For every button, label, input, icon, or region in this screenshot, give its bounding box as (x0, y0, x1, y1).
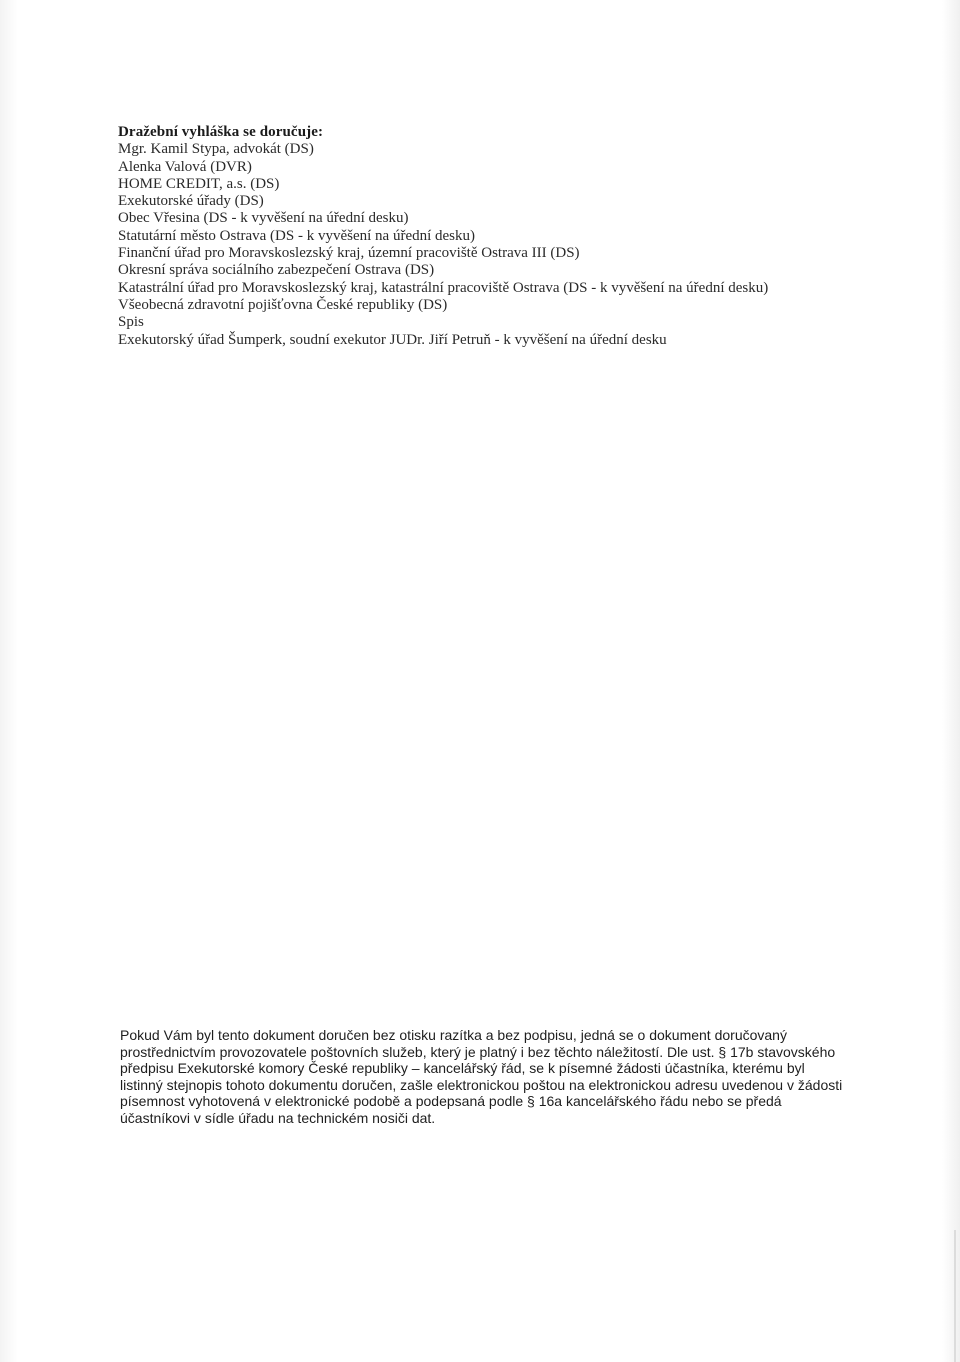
recipient-line: HOME CREDIT, a.s. (DS) (118, 175, 280, 192)
notice-line: písemnost vyhotovená v elektronické podobě a podepsaná podle § 16a kancelářského řádu nebo se předá (120, 1093, 782, 1109)
recipient-line: Alenka Valová (DVR) (118, 158, 252, 175)
recipients-heading: Dražební vyhláška se doručuje: (118, 124, 324, 140)
recipient-line: Mgr. Kamil Stypa, advokát (DS) (118, 141, 314, 158)
recipients-list (118, 124, 818, 349)
notice-line: účastníkovi v sídle úřadu na technickém nosiči dat. (120, 1109, 436, 1126)
notice-line: prostřednictvím provozovatele poštovních služeb, který je platný i bez těchto náležitostí. Dle ust. § 17b stavovského (120, 1043, 836, 1060)
recipient-line: Katastrální úřad pro Moravskoslezský kraj, katastrální pracoviště Ostrava (DS - k vyvěšení na úřední desku) (118, 279, 769, 296)
recipient-line: Okresní správa sociálního zabezpečení Ostrava (DS) (118, 262, 435, 279)
notice-line: předpisu Exekutorské komory České republiky – kancelářský řád, se k písemné žádosti účastníka, kterému byl (120, 1060, 805, 1076)
scan-edge-shadow (954, 1230, 956, 1362)
recipient-line: Statutární město Ostrava (DS - k vyvěšení na úřední desku) (118, 227, 476, 244)
recipient-line: Všeobecná zdravotní pojišťovna České republiky (DS) (118, 296, 448, 313)
notice-line: listinný stejnopis tohoto dokumentu doručen, zašle elektronickou poštou na elektronickou adresu uvedenou v žádosti (120, 1076, 843, 1093)
recipient-line: Spis (118, 314, 144, 331)
recipient-line: Obec Vřesina (DS - k vyvěšení na úřední desku) (118, 210, 409, 227)
recipient-line: Exekutorský úřad Šumperk, soudní exekutor JUDr. Jiří Petruň - k vyvěšení na úřední desku (118, 331, 667, 348)
notice-line: Pokud Vám byl tento dokument doručen bez otisku razítka a bez podpisu, jedná se o dokument doručovaný (120, 1027, 787, 1043)
delivery-notice (120, 1027, 890, 1126)
recipient-line: Finanční úřad pro Moravskoslezský kraj, územní pracoviště Ostrava III (DS) (118, 245, 580, 262)
recipient-line: Exekutorské úřady (DS) (118, 193, 264, 210)
